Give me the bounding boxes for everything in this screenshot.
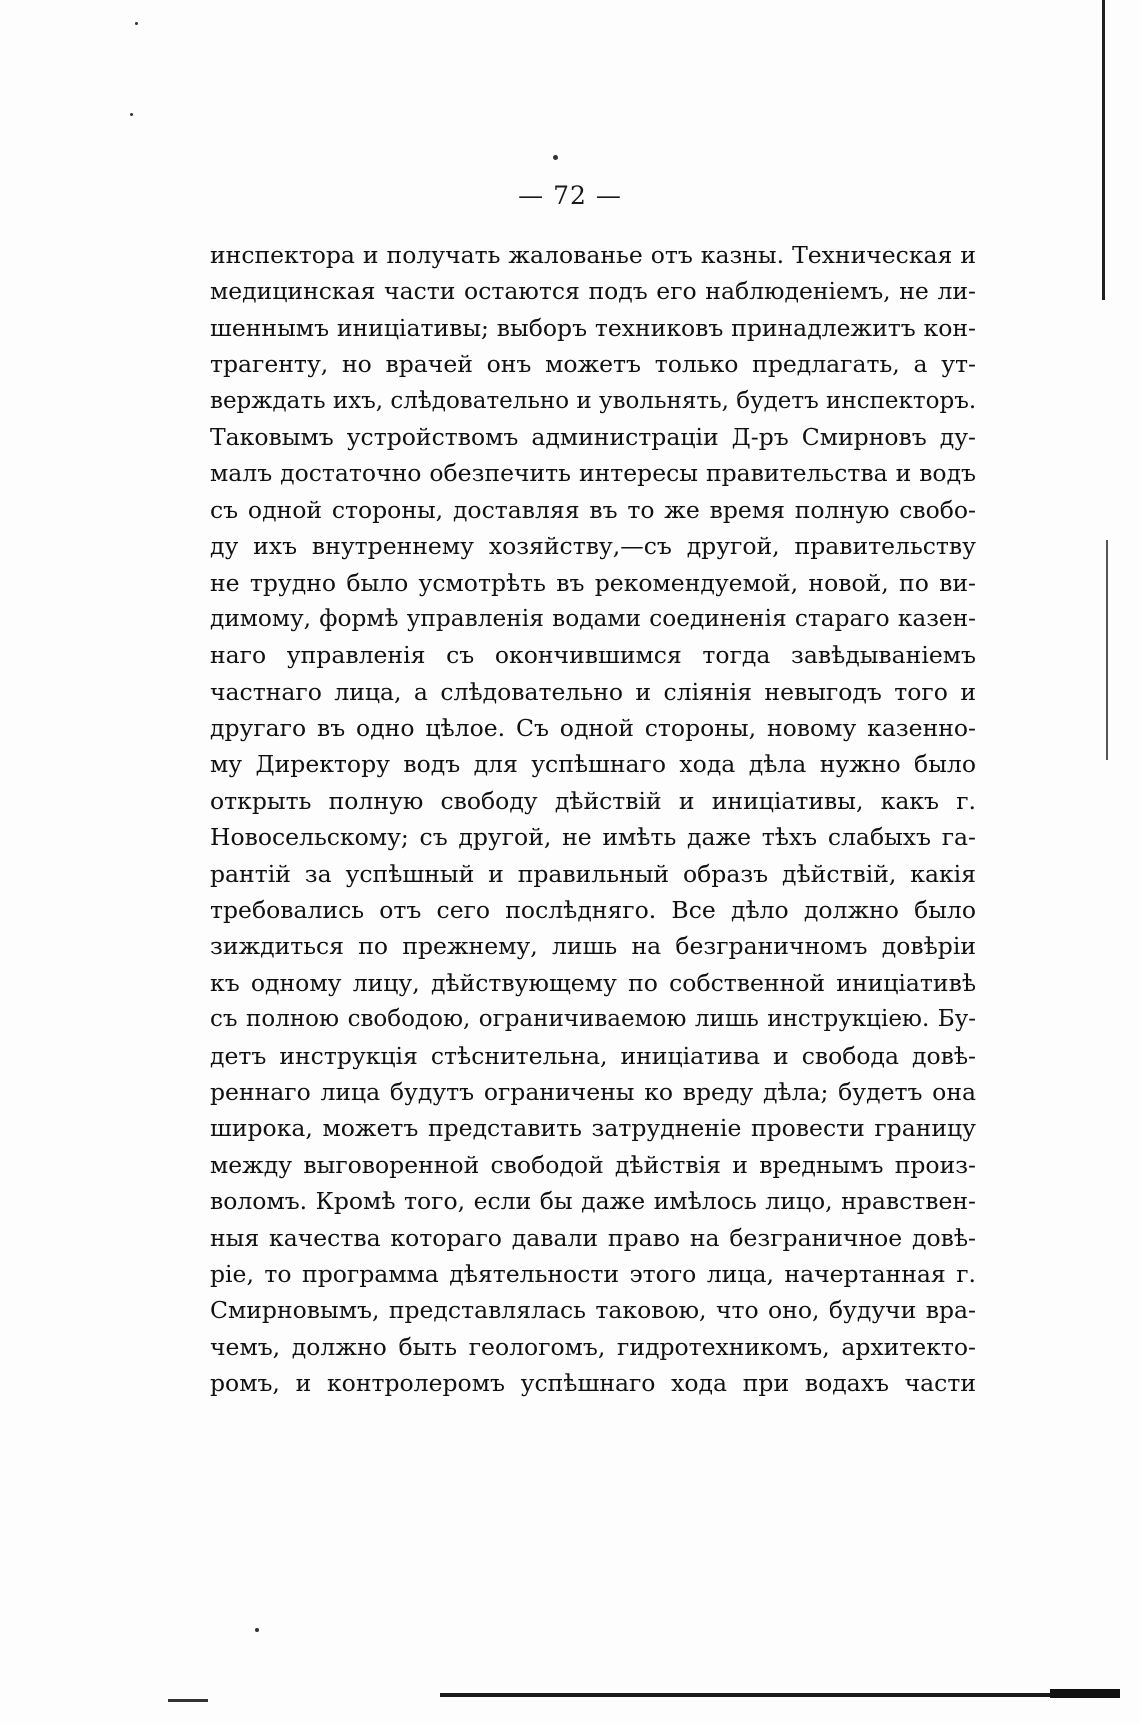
text-line: открыть полную свободу дѣйствій и иниціативы, какъ г. xyxy=(210,786,976,815)
text-line: шеннымъ иниціативы; выборъ техниковъ принадлежитъ кон- xyxy=(210,313,976,342)
text-line: реннаго лица будутъ ограничены ко вреду дѣла; будетъ она xyxy=(210,1077,976,1106)
text-line: ріе, то программа дѣятельности этого лица, начертанная г. xyxy=(210,1259,976,1288)
scan-edge-line-right xyxy=(1102,0,1105,300)
text-line: детъ инструкція стѣснительна, иниціатива и свобода довѣ- xyxy=(210,1041,976,1070)
text-line: требовались отъ сего послѣдняго. Все дѣло должно было xyxy=(210,896,976,925)
scan-speck xyxy=(130,113,133,116)
text-line: му Директору водъ для успѣшнаго хода дѣла нужно было xyxy=(210,750,976,779)
text-line: верждать ихъ, слѣдовательно и увольнять, будетъ инспекторъ. xyxy=(210,387,977,414)
page-number: — 72 — xyxy=(518,181,622,210)
scan-bottom-smudge xyxy=(440,1693,1120,1697)
text-line: малъ достаточно обезпечить интересы правительства и водъ xyxy=(210,459,976,488)
text-line: ромъ, и контролеромъ успѣшнаго хода при водахъ части xyxy=(210,1369,976,1398)
text-line: воломъ. Кромѣ того, если бы даже имѣлось лицо, нравствен- xyxy=(210,1187,976,1216)
text-line: другаго въ одно цѣлое. Съ одной стороны, новому казенно- xyxy=(210,714,976,743)
text-line: съ полною свободою, ограничиваемою лишь инструкціею. Бу- xyxy=(210,1006,976,1033)
text-line: медицинская части остаются подъ его наблюденіемъ, не ли- xyxy=(210,277,976,306)
text-line: зиждиться по прежнему, лишь на безграничномъ довѣріи xyxy=(210,932,976,961)
text-line: наго управленія съ окончившимся тогда завѣдываніемъ xyxy=(210,641,976,670)
text-line: трагенту, но врачей онъ можетъ только предлагать, а ут- xyxy=(210,350,976,379)
text-line: Смирновымъ, представлялась таковою, что оно, будучи вра- xyxy=(210,1296,976,1325)
scan-speck xyxy=(255,1628,259,1632)
text-line: не трудно было усмотрѣть въ рекомендуемой, новой, по ви- xyxy=(210,568,976,597)
scan-speck xyxy=(135,22,138,25)
text-line: ныя качества котораго давали право на безграничное довѣ- xyxy=(210,1223,976,1252)
text-line: къ одному лицу, дѣйствующему по собственной иниціативѣ xyxy=(210,968,976,997)
text-line: между выговоренной свободой дѣйствія и вреднымъ произ- xyxy=(210,1150,976,1179)
text-line: частнаго лица, а слѣдовательно и сліянія невыгодъ того и xyxy=(210,677,976,706)
text-line: инспектора и получать жалованье отъ казны. Техническая и xyxy=(210,241,976,269)
text-line: чемъ, должно быть геологомъ, гидротехникомъ, архитекто- xyxy=(210,1332,976,1361)
scan-bottom-dash-left xyxy=(168,1699,208,1702)
text-line: широка, можетъ представить затрудненіе провести границу xyxy=(210,1114,976,1143)
text-line: ду ихъ внутреннему хозяйству,—съ другой, правительству xyxy=(210,532,976,561)
text-line: димому, формѣ управленія водами соединенія стараго казен- xyxy=(210,604,976,632)
scan-edge-line-right-lower xyxy=(1106,540,1108,760)
text-line: Таковымъ устройствомъ администраціи Д-ръ Смирновъ ду- xyxy=(210,422,976,451)
scan-bottom-smudge-right xyxy=(1050,1689,1120,1698)
body-text xyxy=(210,237,976,1402)
scan-speck xyxy=(553,155,558,160)
text-line: съ одной стороны, доставляя въ то же время полную свобо- xyxy=(210,495,976,524)
text-line: Новосельскому; съ другой, не имѣть даже тѣхъ слабыхъ га- xyxy=(210,823,976,852)
text-line: рантій за успѣшный и правильный образъ дѣйствій, какія xyxy=(210,859,976,888)
